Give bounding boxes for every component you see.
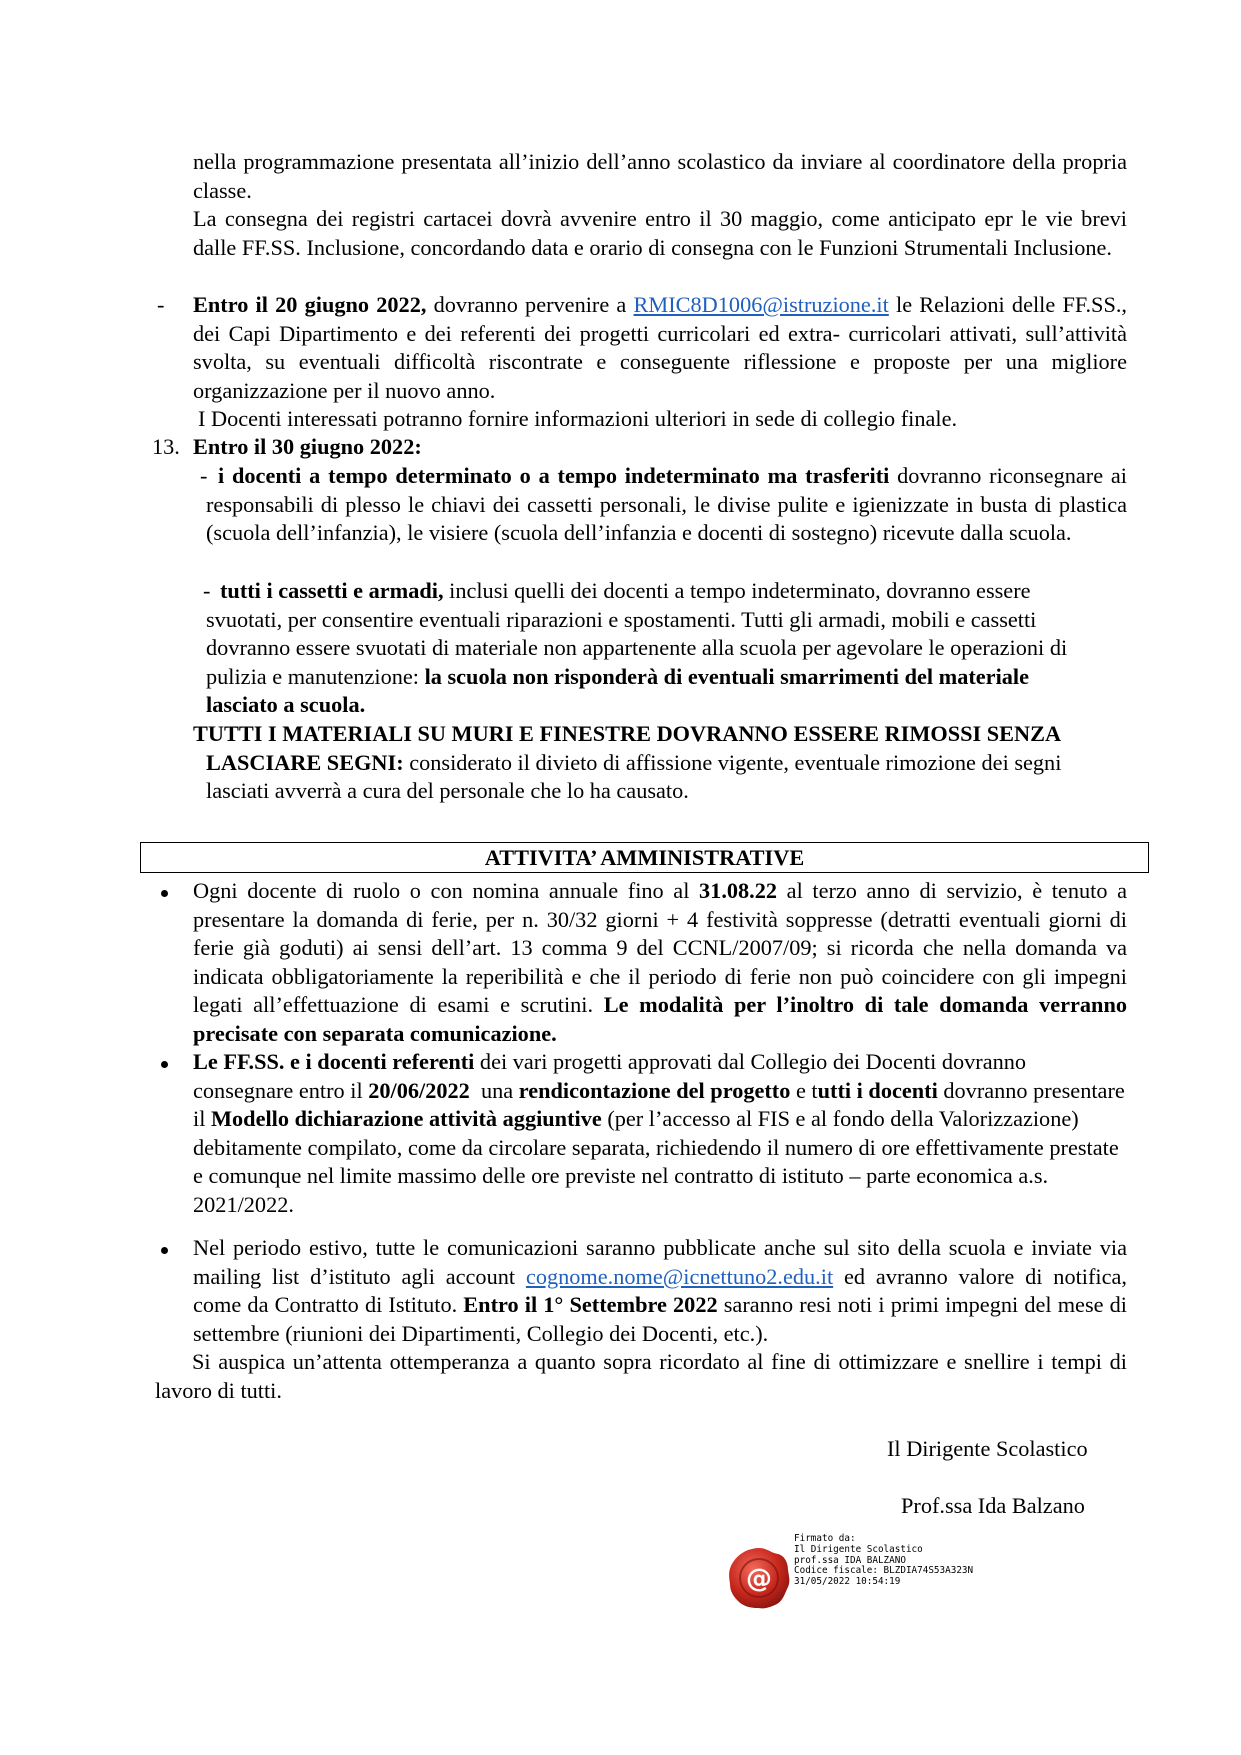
b2-bold-3: utti i docenti: [817, 1077, 938, 1103]
docenti-note: I Docenti interessati potranno fornire informazioni ulteriori in sede di collegio finale.: [198, 406, 958, 431]
closing-text: Si auspica un’attenta ottemperanza a quanto sopra ricordato al fine di ottimizzare e snellire i tempi di lavoro di tutti.: [155, 1349, 1127, 1403]
sub1-bold: i docenti a tempo determinato o a tempo indeterminato ma trasferiti: [218, 463, 890, 488]
b3-text-1: Nel periodo estivo, tutte le comunicazioni saranno pubblicate anche sul sito della scuola e inviate via mailing list d’istituto agli account: [193, 1235, 1127, 1289]
b2-bold-2: rendicontazione del progetto: [518, 1077, 791, 1103]
b2-text-4: dovranno presentare il: [193, 1077, 1125, 1132]
b3-bold: Entro il 1° Settembre 2022: [463, 1292, 718, 1318]
signature-role: Il Dirigente Scolastico: [887, 1436, 1088, 1461]
sub1-marker: -: [200, 463, 208, 488]
b2-text-2: una: [469, 1077, 519, 1103]
sig-line-2: Il Dirigente Scolastico: [794, 1543, 923, 1555]
b2-date: 20/06/2022: [368, 1077, 470, 1103]
bullet-3-dot: [161, 1247, 168, 1254]
section-title-attivita-amministrative: ATTIVITA’ AMMINISTRATIVE: [140, 842, 1149, 873]
b2-text-3: e t: [790, 1077, 818, 1103]
b1-date: 31.08.22: [699, 878, 778, 903]
intro-text-2: La consegna dei registri cartacei dovrà avvenire entro il 30 maggio, come anticipato epr le vie brevi dalle FF.SS. Inclusione, concordando data e orario di consegna con le Funzioni Strumentali Inclusione.: [193, 206, 1127, 260]
b3-text-3: saranno resi noti i primi impegni del mese di settembre (riunioni dei Dipartimenti, Collegio dei Docenti, etc.).: [193, 1292, 1127, 1346]
bullet-1-dot: [161, 890, 168, 897]
bullet-comunicazioni: [193, 1234, 1127, 1348]
email-link-istruzione[interactable]: RMIC8D1006@istruzione.it: [633, 292, 889, 317]
digital-signature-seal-icon: [726, 1545, 792, 1611]
signature-name: Prof.ssa Ida Balzano: [901, 1493, 1085, 1518]
dash-marker: -: [157, 292, 165, 317]
dash-text-b: le Relazioni delle FF.SS., dei Capi Dipartimento e dei referenti dei progetti curricolari ed extra- curricolari attivati, sull’attività svolta, su eventuali difficoltà riscontrate e conseguente riflessione e proposte per una migliore organizzazione per il nuovo anno.: [193, 292, 1127, 403]
sub2-text: inclusi quelli dei docenti a tempo indeterminato, dovranno essere svuotati, per consentire eventuali riparazioni e spostamenti. Tutti gli armadi, mobili e cassetti dovranno essere svuotati di materiale non appartenente alla scuola per agevolare le operazioni di pulizia e manutenzione:: [206, 578, 1068, 689]
b2-text-1: dei vari progetti approvati dal Collegio dei Docenti dovranno consegnare entro il: [193, 1049, 1027, 1103]
email-link-account[interactable]: cognome.nome@icnettuno2.edu.it: [525, 1263, 834, 1289]
bullet-2-dot: [161, 1061, 168, 1068]
sig-line-4: Codice fiscale: BLZDIA74S53A323N: [794, 1565, 974, 1577]
intro-text-1: nella programmazione presentata all’inizio dell’anno scolastico da inviare al coordinatore della propria classe.: [193, 149, 1127, 203]
item-13-heading: Entro il 30 giugno 2022:: [193, 434, 422, 459]
deadline-20-giugno: Entro il 20 giugno 2022,: [193, 292, 427, 317]
b1-text-b: al terzo anno di servizio, è tenuto a presentare la domanda di ferie, per n. 30/32 giorni + 4 festività soppresse (detratti eventuali giorni di ferie già goduti) ai sensi dell’art. 13 comma 9 del CCNL/2007/09; si ricorda che nella domanda va indicata obbligatoriamente la reperibilità e che il periodo di ferie non può coincidere con gli impegni legati all’effettuazione di esami e scrutini.: [193, 878, 1127, 1018]
item-13-number: 13.: [152, 434, 180, 459]
sig-line-1: Firmato da:: [794, 1533, 856, 1544]
b2-bold-1: Le FF.SS. e i docenti referenti: [193, 1049, 475, 1074]
dash-text-a: dovranno pervenire a: [426, 292, 634, 317]
bullet-ferie: [193, 877, 1127, 1049]
closing-paragraph: [155, 1348, 1127, 1405]
intro-paragraph-2: [193, 205, 1127, 262]
sig-line-5: 31/05/2022 10:54:19: [794, 1576, 901, 1588]
materiali-notice: [193, 720, 1086, 806]
item-13-sub2: [206, 577, 1086, 720]
intro-paragraph-1: [193, 148, 1127, 205]
b1-text-a: Ogni docente di ruolo o con nomina annuale fino al: [193, 878, 700, 903]
item-13-sub1: [206, 462, 1127, 548]
dash-item-relazioni: [193, 291, 1127, 405]
b2-bold-4: Modello dichiarazione attività aggiuntive: [210, 1106, 602, 1132]
digital-signature-details: [794, 1534, 973, 1588]
sub2-bold-end: la scuola non risponderà di eventuali smarrimenti del materiale lasciato a scuola.: [206, 663, 1030, 718]
sub2-bold: tutti i cassetti e armadi,: [220, 578, 444, 603]
materiali-bold: TUTTI I MATERIALI SU MURI E FINESTRE DOVRANNO ESSERE RIMOSSI SENZA LASCIARE SEGNI:: [193, 721, 1060, 775]
b2-text-5: (per l’accesso al FIS e al fondo della Valorizzazione) debitamente compilato, come da circolare separata, richiedendo il numero di ore effettivamente prestate e comunque nel limite massimo delle ore previste nel contratto di istituto – parte economica a.s. 2021/2022.: [193, 1106, 1119, 1217]
svg-text:@: @: [746, 1564, 772, 1594]
bullet-rendicontazione: [193, 1048, 1127, 1220]
sub1-text: dovranno riconsegnare ai responsabili di plesso le chiavi dei cassetti personali, le divise pulite e igienizzate in busta di plastica (scuola dell’infanzia), le visiere (scuola dell’infanzia e docenti di sostegno) ricevute dalla scuola.: [206, 463, 1127, 546]
materiali-text: considerato il divieto di affissione vigente, eventuale rimozione dei segni lasciati avverrà a cura del personale che lo ha causato.: [206, 749, 1062, 804]
sig-line-3: prof.ssa IDA BALZANO: [794, 1554, 906, 1566]
b3-text-2: ed avranno valore di notifica, come da Contratto di Istituto.: [193, 1263, 1127, 1318]
sub2-marker: -: [203, 578, 211, 603]
b1-bold: Le modalità per l’inoltro di tale domanda verranno precisate con separata comunicazione.: [193, 992, 1128, 1046]
